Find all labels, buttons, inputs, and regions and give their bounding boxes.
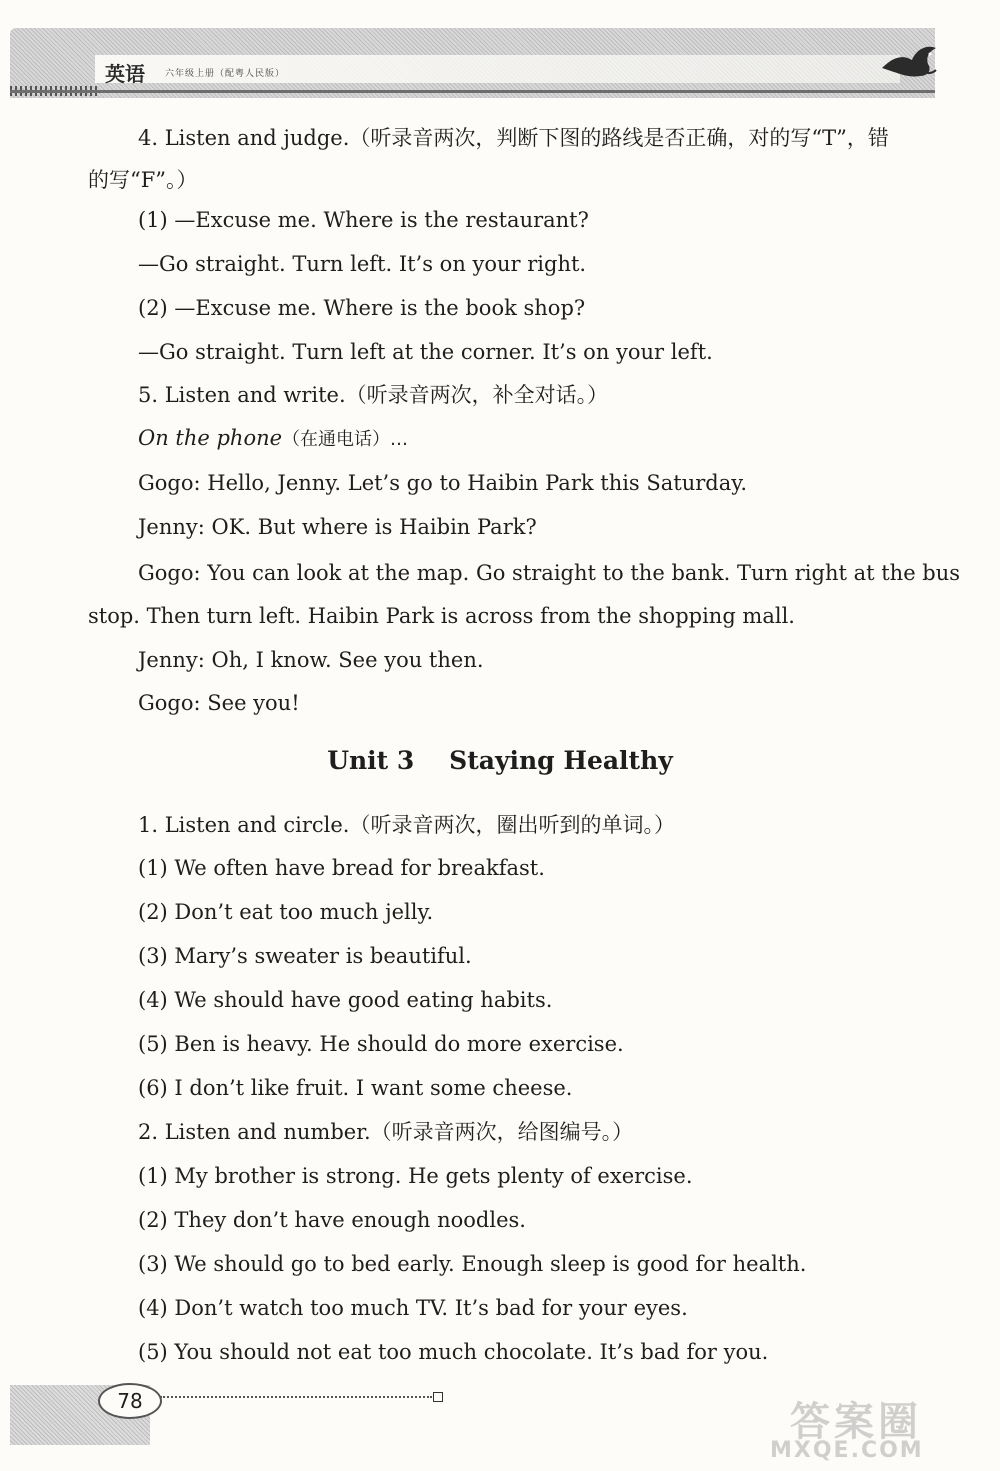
- watermark-logo-text: 答案圈: [790, 1399, 922, 1445]
- list-item: (2) Don’t eat too much jelly.: [138, 900, 434, 924]
- part1-heading: 1. Listen and circle.（听录音两次，圈出听到的单词。）: [138, 813, 675, 837]
- watermark-url: MXQE.COM: [770, 1438, 924, 1463]
- dialogue-line: Gogo: Hello, Jenny. Let’s go to Haibin Park this Saturday.: [138, 471, 748, 495]
- list-item: (4) Don’t watch too much TV. It’s bad for your eyes.: [138, 1296, 688, 1320]
- dialogue-line: stop. Then turn left. Haibin Park is across from the shopping mall.: [88, 604, 795, 628]
- part2-heading: 2. Listen and number.（听录音两次，给图编号。）: [138, 1120, 634, 1144]
- book-subtitle: 六年级上册（配粤人民版）: [165, 69, 286, 79]
- list-item: (4) We should have good eating habits.: [138, 988, 553, 1012]
- list-item: (1) My brother is strong. He gets plenty of exercise.: [138, 1164, 693, 1188]
- unit-title: Unit 3 Staying Healthy: [327, 746, 673, 775]
- list-item: (5) You should not eat too much chocolate. It’s bad for you.: [138, 1340, 769, 1364]
- list-item: (1) We often have bread for breakfast.: [138, 856, 545, 880]
- dialogue-line: Gogo: You can look at the map. Go straight to the bank. Turn right at the bus: [138, 561, 961, 585]
- dialogue-line: Jenny: Oh, I know. See you then.: [138, 648, 484, 672]
- list-item: (3) Mary’s sweater is beautiful.: [138, 944, 472, 968]
- footer-square-icon: [433, 1392, 443, 1402]
- list-item: (3) We should go to bed early. Enough sleep is good for health.: [138, 1252, 807, 1276]
- dialogue-line: Jenny: OK. But where is Haibin Park?: [138, 515, 537, 539]
- list-item: —Go straight. Turn left at the corner. It’s on your left.: [138, 340, 713, 364]
- header-rule: [10, 90, 935, 93]
- phone-line: [138, 428, 408, 449]
- footer-dotted-rule: [160, 1396, 432, 1398]
- list-item: —Go straight. Turn left. It’s on your right.: [138, 252, 587, 276]
- section4-heading: 4. Listen and judge.（听录音两次，判断下图的路线是否正确，对的写“T”，错: [138, 126, 889, 150]
- bird-logo-icon: [880, 40, 940, 85]
- list-item: (1) —Excuse me. Where is the restaurant?: [138, 208, 589, 232]
- list-item: (2) —Excuse me. Where is the book shop?: [138, 296, 586, 320]
- list-item: (5) Ben is heavy. He should do more exercise.: [138, 1032, 624, 1056]
- list-item: (2) They don’t have enough noodles.: [138, 1208, 526, 1232]
- section4-heading-cont: 的写“F”。）: [88, 168, 198, 192]
- dialogue-line: Gogo: See you!: [138, 691, 300, 715]
- section5-heading: 5. Listen and write.（听录音两次，补全对话。）: [138, 383, 609, 407]
- phone-note: （在通电话）…: [282, 429, 409, 450]
- phone-italic: On the phone: [138, 426, 283, 450]
- list-item: (6) I don’t like fruit. I want some cheese.: [138, 1076, 573, 1100]
- page-number: 78: [98, 1383, 162, 1419]
- book-title: 英语: [105, 62, 145, 86]
- watermark: [770, 1390, 990, 1465]
